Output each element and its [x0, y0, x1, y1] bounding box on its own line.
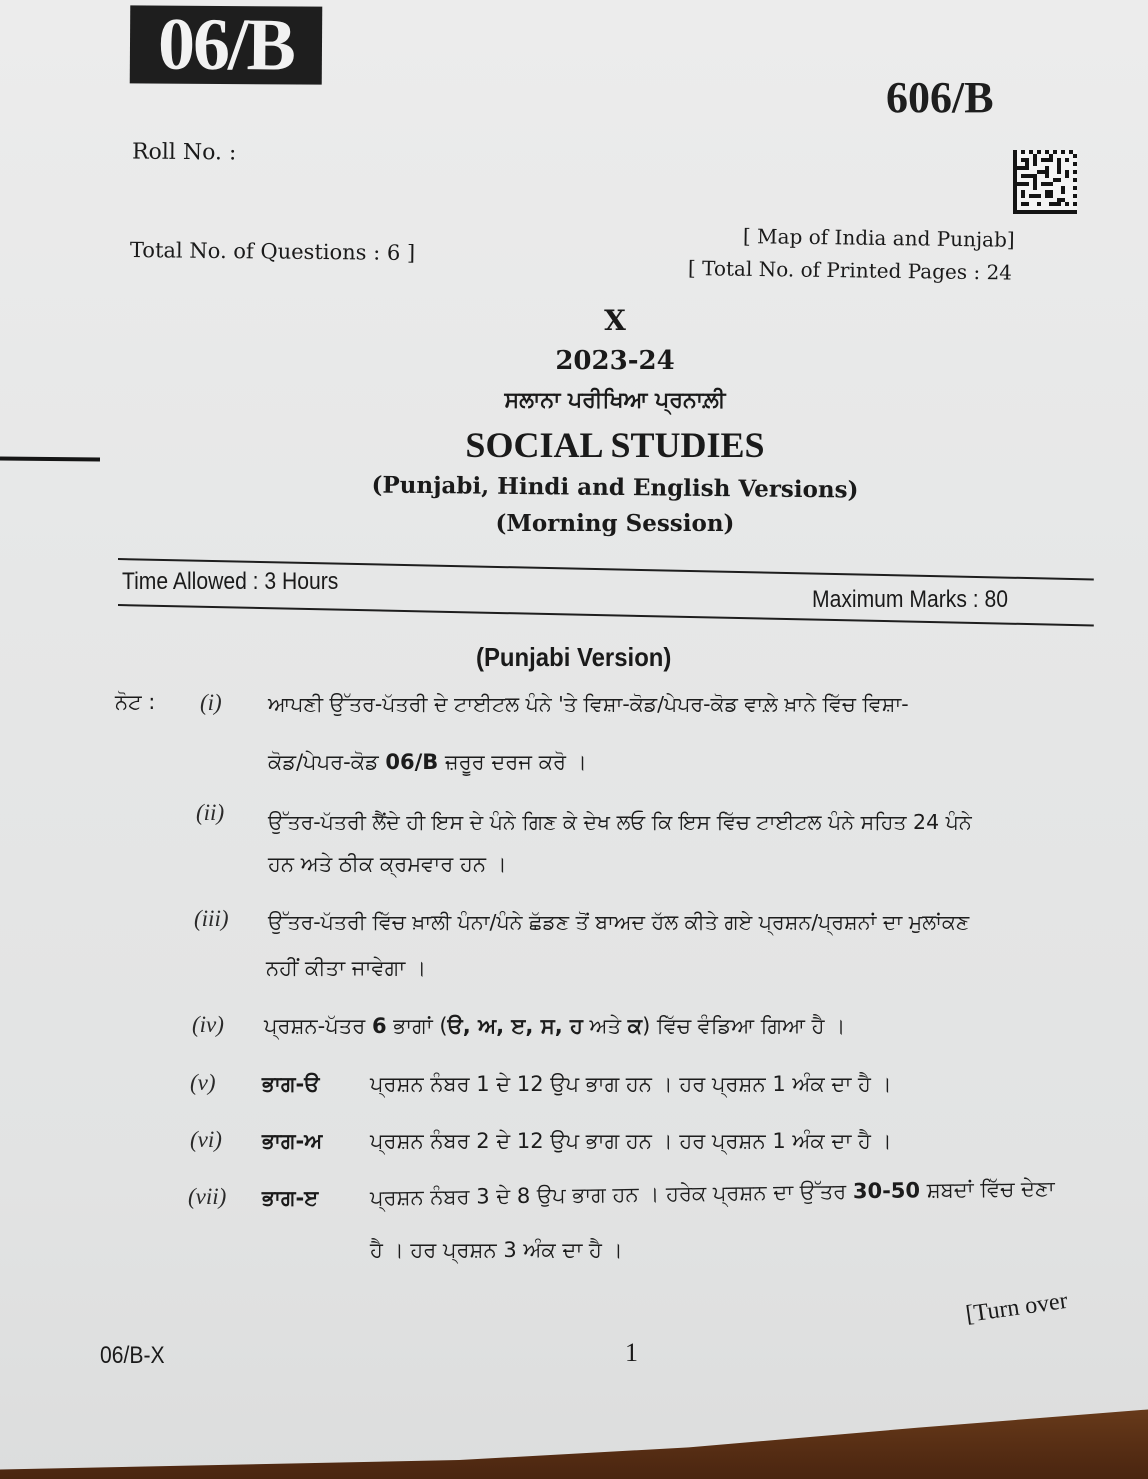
- map-note: [ Map of India and Punjab]: [742, 224, 1015, 252]
- note-text-part: ) ਵਿੱਚ ਵੰਡਿਆ ਗਿਆ ਹੈ ।: [642, 1014, 846, 1038]
- note-text-part: ਪ੍ਰਸ਼ਨ-ਪੱਤਰ: [264, 1014, 372, 1038]
- note-text-part: ਜ਼ਰੂਰ ਦਰਜ ਕਰੋ ।: [438, 750, 587, 774]
- time-allowed: Time Allowed : 3 Hours: [122, 568, 339, 595]
- note-text-continued: ਨਹੀਂ ਕੀਤਾ ਜਾਵੇਗਾ ।: [266, 956, 427, 980]
- note-text: ਪ੍ਰਸ਼ਨ ਨੰਬਰ 1 ਦੇ 12 ਉਪ ਭਾਗ ਹਨ । ਹਰ ਪ੍ਰਸ਼ਨ 1 ਅੰਕ ਦਾ ਹੈ ।: [370, 1072, 892, 1096]
- note-text-part: ਕੋਡ/ਪੇਪਰ-ਕੋਡ: [268, 750, 386, 774]
- note-text-part: ਪ੍ਰਸ਼ਨ ਨੰਬਰ 3 ਦੇ 8 ਉਪ ਭਾਗ ਹਨ । ਹਰੇਕ ਪ੍ਰਸ਼ਨ ਦਾ ਉੱਤਰ: [369, 1179, 854, 1210]
- part-label: ਭਾਗ-ੲ: [262, 1186, 319, 1210]
- note-number: (i): [200, 690, 222, 715]
- note-text: ਪ੍ਰਸ਼ਨ ਨੰਬਰ 2 ਦੇ 12 ਉਪ ਭਾਗ ਹਨ । ਹਰ ਪ੍ਰਸ਼ਨ 1 ਅੰਕ ਦਾ ਹੈ ।: [370, 1129, 892, 1153]
- note-text: ਉੱਤਰ-ਪੱਤਰੀ ਵਿੱਚ ਖ਼ਾਲੀ ਪੰਨਾ/ਪੰਨੇ ਛੱਡਣ ਤੋਂ ਬਾਅਦ ਹੱਲ ਕੀਤੇ ਗਏ ਪ੍ਰਸ਼ਨ/ਪ੍ਰਸ਼ਨਾਂ ਦਾ ਮੁਲਾਂਕਣ: [268, 910, 970, 934]
- exam-system-punjabi: ਸਲਾਨਾ ਪਰੀਖਿਆ ਪ੍ਰਨਾਲ਼ੀ: [504, 388, 726, 413]
- subject-code-box: 06/B: [130, 5, 323, 84]
- note-label: ਨੋਟ :: [115, 690, 156, 714]
- note-text-continued: ਹੈ । ਹਰ ਪ੍ਰਸ਼ਨ 3 ਅੰਕ ਦਾ ਹੈ ।: [370, 1238, 623, 1262]
- note-text-part: ਸ਼ਬਦਾਂ ਵਿੱਚ ਦੇਣਾ: [919, 1176, 1055, 1203]
- exam-session: (Morning Session): [495, 510, 735, 537]
- note-text-continued: ਹਨ ਅਤੇ ਠੀਕ ਕ੍ਰਮਵਾਰ ਹਨ ।: [268, 852, 507, 876]
- part-label: ਭਾਗ-ੳ: [262, 1072, 320, 1096]
- note-text-continued: [268, 750, 587, 775]
- word-limit: 30-50: [852, 1178, 921, 1204]
- note-text: ਉੱਤਰ-ਪੱਤਰੀ ਲੈਂਦੇ ਹੀ ਇਸ ਦੇ ਪੰਨੇ ਗਿਣ ਕੇ ਦੇਖ ਲਓ ਕਿ ਇਸ ਵਿੱਚ ਟਾਈਟਲ ਪੰਨੇ ਸਹਿਤ 24 ਪੰਨੇ: [268, 810, 972, 834]
- note-number: (vi): [190, 1127, 222, 1152]
- note-number: (vii): [188, 1184, 227, 1209]
- paper-code: 606/B: [886, 73, 994, 122]
- version-heading: (Punjabi Version): [476, 642, 672, 672]
- page-number: 1: [625, 1338, 638, 1367]
- printed-pages-count: [ Total No. of Printed Pages : 24: [687, 256, 1013, 285]
- wooden-table-background: [0, 1400, 1148, 1479]
- total-questions: Total No. of Questions : 6 ]: [129, 238, 416, 265]
- datamatrix-barcode-icon: [1013, 150, 1077, 214]
- note-number: (iii): [194, 906, 229, 931]
- note-number: (v): [190, 1070, 216, 1095]
- note-number: (iv): [192, 1012, 224, 1037]
- maximum-marks: Maximum Marks : 80: [812, 586, 1008, 613]
- note-text: [264, 1014, 845, 1039]
- note-text: [370, 1176, 1055, 1211]
- paper-code-inline: 06/B: [385, 750, 439, 774]
- note-number: (ii): [196, 800, 225, 825]
- turn-over-label: [Turn over: [964, 1287, 1070, 1328]
- note-text-part: ਅਤੇ: [582, 1014, 628, 1038]
- footer-paper-code: 06/B-X: [100, 1342, 165, 1369]
- roll-number-label: Roll No. :: [131, 139, 237, 166]
- note-text-part: ਭਾਗਾਂ (: [386, 1014, 448, 1038]
- part-label: ਭਾਗ-ਅ: [262, 1129, 323, 1153]
- subject-title: SOCIAL STUDIES: [465, 425, 765, 465]
- margin-mark: [0, 456, 100, 461]
- language-versions: (Punjabi, Hindi and English Versions): [371, 471, 859, 504]
- section-letter-last: ਕ: [627, 1014, 643, 1038]
- academic-year: 2023-24: [555, 346, 675, 376]
- section-letters: ੳ, ਅ, ੲ, ਸ, ਹ: [447, 1014, 583, 1038]
- note-text-bold: 6: [371, 1014, 387, 1038]
- class-label: X: [604, 304, 626, 337]
- note-text: ਆਪਣੀ ਉੱਤਰ-ਪੱਤਰੀ ਦੇ ਟਾਈਟਲ ਪੰਨੇ 'ਤੇ ਵਿਸ਼ਾ-ਕੋਡ/ਪੇਪਰ-ਕੋਡ ਵਾਲ਼ੇ ਖ਼ਾਨੇ ਵਿੱਚ ਵਿਸ਼ਾ-: [268, 692, 909, 716]
